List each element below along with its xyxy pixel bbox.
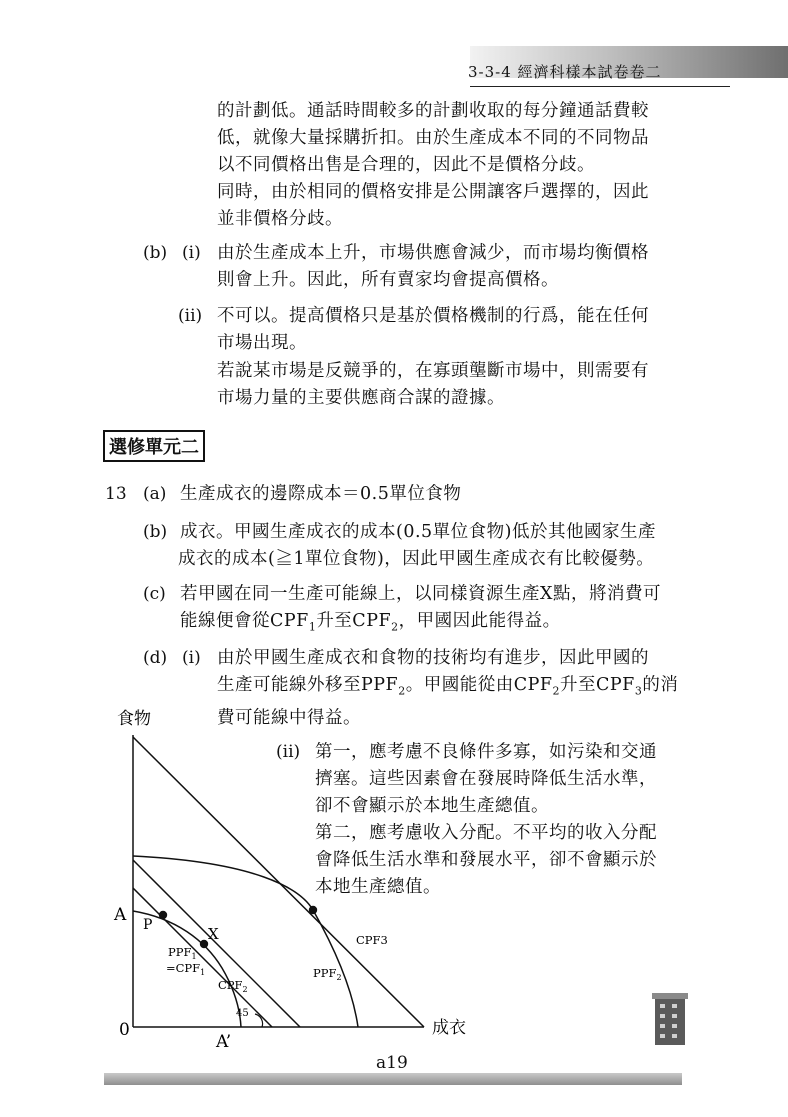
q13-b-label: (b): [143, 522, 168, 542]
point-a-label: A: [114, 905, 127, 925]
origin-label: 0: [119, 1020, 130, 1040]
text-line: 費可能線中得益。: [217, 707, 361, 728]
intro-line: 的計劃低。通話時間較多的計劃收取的每分鐘通話費較: [217, 101, 649, 121]
intro-line: 低，就像大量採購折扣。由於生產成本不同的不同物品: [217, 128, 649, 148]
page-number: a19: [376, 1053, 408, 1073]
text-line: 市場出現。: [217, 333, 307, 353]
cpf1-line: [133, 888, 272, 1027]
point-x-marker: [200, 940, 208, 948]
text-line: 不可以。提高價格只是基於價格機制的行爲，能在任何: [217, 306, 649, 326]
intro-line: 同時，由於相同的價格安排是公開讓客戶選擇的，因此: [217, 182, 649, 202]
q13-a-label: (a): [143, 484, 167, 504]
point-cpf3-tangency: [309, 906, 317, 914]
text-line: 由於生產成本上升，市場供應會減少，而市場均衡價格: [217, 243, 649, 263]
intro-line: 以不同價格出售是合理的，因此不是價格分歧。: [217, 155, 595, 175]
point-p-marker: [159, 911, 167, 919]
cpf3-line: [133, 737, 424, 1027]
text-line: 成衣。甲國生產成衣的成本(0.5單位食物)低於其他國家生產: [180, 522, 656, 542]
q13-c-label: (c): [143, 584, 166, 604]
q13-a-text: 生產成衣的邊際成本＝0.5單位食物: [180, 484, 462, 504]
text-line: 若說某市場是反競爭的，在寡頭壟斷市場中，則需要有: [217, 361, 649, 381]
text-line: 能線便會從$CPF_1$升至$CPF_2$，甲國因此能得益。: [180, 611, 561, 634]
intro-line: 並非價格分歧。: [217, 209, 343, 229]
text-line: 由於甲國生產成衣和食物的技術均有進步，因此甲國的: [217, 648, 649, 668]
header-title: 3-3-4 經濟科樣本試卷卷二: [468, 63, 662, 81]
question-number: 13: [105, 484, 127, 504]
text-line: 本地生產總值。: [315, 877, 441, 897]
text-line: 成衣的成本(≧1單位食物)，因此甲國生產成衣有比較優勢。: [178, 549, 655, 569]
part-b-ii-label: (ii): [178, 306, 203, 326]
text-line: 則會上升。因此，所有賣家均會提高價格。: [217, 270, 559, 290]
point-a-prime-label: A’: [216, 1032, 232, 1052]
q13-d-label: (d): [143, 648, 168, 668]
ppf1-label: $PPF_1$: [168, 945, 197, 961]
point-x-label: X: [208, 925, 219, 943]
cpf2-label: $CPF_2$: [218, 978, 248, 994]
text-line: 卻不會顯示於本地生產總值。: [315, 796, 549, 816]
point-p-label: P: [143, 917, 153, 933]
text-line: 若甲國在同一生產可能線上，以同樣資源生產X點，將消費可: [180, 584, 661, 604]
part-b-i-label: (i): [182, 243, 201, 263]
text-line: 擠塞。這些因素會在發展時降低生活水準，: [315, 769, 657, 789]
footer-bar: [104, 1073, 682, 1085]
angle-label: 45: [236, 1008, 249, 1019]
text-line: 生產可能線外移至$PPF_2$。甲國能從由$CPF_2$升至$CPF_3$的消: [217, 675, 679, 698]
cpf1-label: $=CPF_1$: [166, 961, 206, 977]
section-title: 選修單元二: [103, 430, 205, 462]
text-line: 會降低生活水準和發展水平，卻不會顯示於: [315, 850, 657, 870]
text-line: 第一，應考慮不良條件多寡，如污染和交通: [315, 742, 657, 762]
ppf2-label: $PPF_2$: [313, 966, 342, 982]
cpf2-line: [133, 860, 300, 1027]
part-b-label: (b): [143, 243, 168, 263]
text-line: 第二，應考慮收入分配。不平均的收入分配: [315, 823, 657, 843]
cpf3-label: CPF3: [356, 933, 388, 947]
building-icon: [652, 993, 688, 1045]
y-axis-label: 食物: [117, 709, 151, 729]
x-axis-label: 成衣: [432, 1018, 466, 1038]
q13-d-i-label: (i): [182, 648, 201, 668]
text-line: 市場力量的主要供應商合謀的證據。: [217, 388, 505, 408]
q13-d-ii-label: (ii): [276, 742, 301, 762]
